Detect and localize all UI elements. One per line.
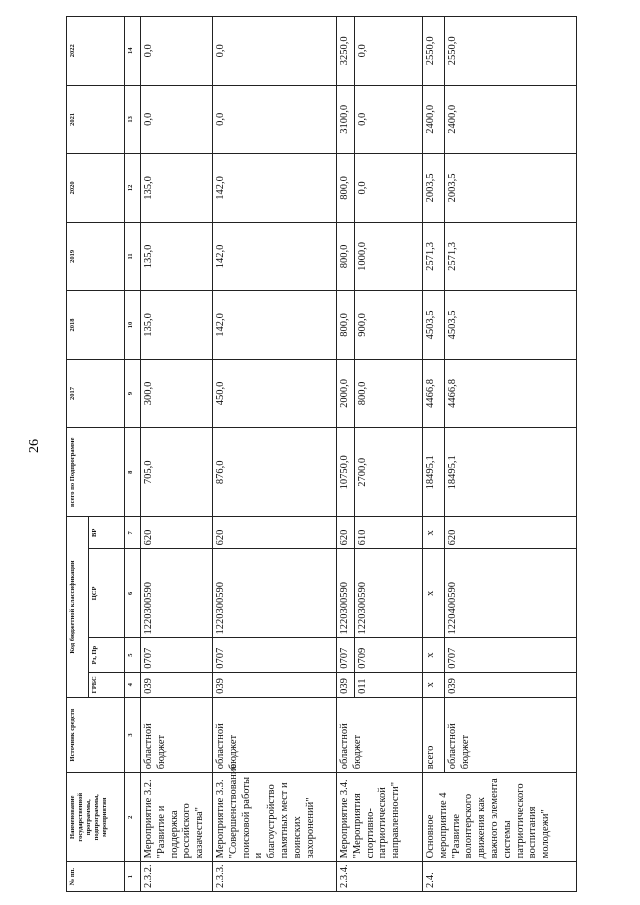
header-no: № пп. [67,862,125,892]
row-grbs: 039 [445,672,577,697]
header-row [67,17,89,892]
row-vr: 620 [141,517,213,549]
row-name: Мероприятие 3.4. "Мероприятия спортивно-патриотической направленности" [337,773,423,862]
row-2018: 800,0 [337,291,355,360]
row-csr: x [423,549,445,638]
col-number: 13 [125,85,141,154]
col-number: 4 [125,672,141,697]
header-grbs: ГРБС [89,672,125,697]
row-vr: 610 [355,517,423,549]
row-2019: 2571,3 [423,222,445,291]
col-number: 9 [125,359,141,428]
row-source: всего [423,697,445,772]
row-rzpr: 0707 [337,638,355,672]
row-total: 705,0 [141,428,213,517]
row-csr: 1220300590 [337,549,355,638]
row-2018: 900,0 [355,291,423,360]
row-grbs: 011 [355,672,423,697]
row-source: областной бюджет [337,697,423,772]
row-rzpr: 0707 [213,638,337,672]
row-vr: 620 [445,517,577,549]
header-year-2022: 2022 [67,17,125,86]
col-number: 10 [125,291,141,360]
row-csr: 1220300590 [141,549,213,638]
row-csr: 1220400590 [445,549,577,638]
row-number: 2.4. [423,862,577,892]
row-total: 18495,1 [423,428,445,517]
row-2018: 4503,5 [423,291,445,360]
table-row [445,17,577,892]
row-2022: 2550,0 [423,17,445,86]
row-2019: 1000,0 [355,222,423,291]
header-name: Наименование государственной программы, подпрограммы, мероприятия [67,773,125,862]
header-budget-classification: Код бюджетной классификации [67,517,89,698]
row-2022: 2550,0 [445,17,577,86]
row-2017: 450,0 [213,359,337,428]
row-2020: 800,0 [337,154,355,223]
row-2022: 3250,0 [337,17,355,86]
row-2019: 142,0 [213,222,337,291]
row-2017: 4466,8 [423,359,445,428]
header-source: Источник средств [67,697,125,772]
col-number: 1 [125,862,141,892]
col-number: 5 [125,638,141,672]
row-grbs: 039 [141,672,213,697]
row-total: 876,0 [213,428,337,517]
row-source: областной бюджет [445,697,577,772]
row-2019: 2571,3 [445,222,577,291]
row-2020: 2003,5 [445,154,577,223]
col-number: 11 [125,222,141,291]
rotated-table-wrapper [66,16,586,892]
row-2020: 135,0 [141,154,213,223]
row-name: Мероприятие 3.3. "Совершенствование поисковой работы и благоустройство памятных мест и воинских захоронений" [213,773,337,862]
col-number: 3 [125,697,141,772]
table-row [337,17,355,892]
table-row [141,17,213,892]
row-number: 2.3.2. [141,862,213,892]
row-grbs: 039 [337,672,355,697]
row-2017: 800,0 [355,359,423,428]
row-2020: 142,0 [213,154,337,223]
row-2022: 0,0 [141,17,213,86]
row-csr: 1220300590 [355,549,423,638]
header-year-2020: 2020 [67,154,125,223]
row-name: Мероприятие 3.2. "Развитие и поддержка российского казачества" [141,773,213,862]
header-total: всего по Подпрограмме [67,428,125,517]
row-2018: 135,0 [141,291,213,360]
header-vr: ВР [89,517,125,549]
row-2021: 2400,0 [423,85,445,154]
row-2020: 0,0 [355,154,423,223]
row-2020: 2003,5 [423,154,445,223]
col-number: 2 [125,773,141,862]
row-2017: 2000,0 [337,359,355,428]
row-total: 2700,0 [355,428,423,517]
row-number: 2.3.3. [213,862,337,892]
row-total: 10750,0 [337,428,355,517]
row-vr: 620 [213,517,337,549]
row-2018: 4503,5 [445,291,577,360]
row-number: 2.3.4. [337,862,423,892]
row-2021: 0,0 [355,85,423,154]
budget-table [66,16,577,892]
col-number: 7 [125,517,141,549]
header-year-2017: 2017 [67,359,125,428]
col-number: 14 [125,17,141,86]
column-number-row [125,17,141,892]
row-2017: 4466,8 [445,359,577,428]
row-grbs: 039 [213,672,337,697]
col-number: 6 [125,549,141,638]
row-vr: x [423,517,445,549]
row-source: областной бюджет [213,697,337,772]
row-2021: 3100,0 [337,85,355,154]
header-year-2021: 2021 [67,85,125,154]
row-2019: 800,0 [337,222,355,291]
row-name: Основное мероприятие 4 "Развитие волонтерского движения как важного элемента системы патриотического воспитания молодежи" [423,773,577,862]
row-csr: 1220300590 [213,549,337,638]
row-2017: 300,0 [141,359,213,428]
col-number: 8 [125,428,141,517]
row-2022: 0,0 [355,17,423,86]
row-2018: 142,0 [213,291,337,360]
row-2021: 2400,0 [445,85,577,154]
row-grbs: x [423,672,445,697]
header-csr: ЦСР [89,549,125,638]
page-number: 26 [27,439,42,453]
row-vr: 620 [337,517,355,549]
header-rzpr: Рз, Пр [89,638,125,672]
row-rzpr: 0707 [445,638,577,672]
row-2022: 0,0 [213,17,337,86]
row-rzpr: x [423,638,445,672]
table-row [213,17,337,892]
row-2019: 135,0 [141,222,213,291]
row-2021: 0,0 [213,85,337,154]
row-source: областной бюджет [141,697,213,772]
row-2021: 0,0 [141,85,213,154]
col-number: 12 [125,154,141,223]
row-rzpr: 0709 [355,638,423,672]
header-year-2019: 2019 [67,222,125,291]
table-row [423,17,445,892]
row-total: 18495,1 [445,428,577,517]
row-rzpr: 0707 [141,638,213,672]
header-year-2018: 2018 [67,291,125,360]
